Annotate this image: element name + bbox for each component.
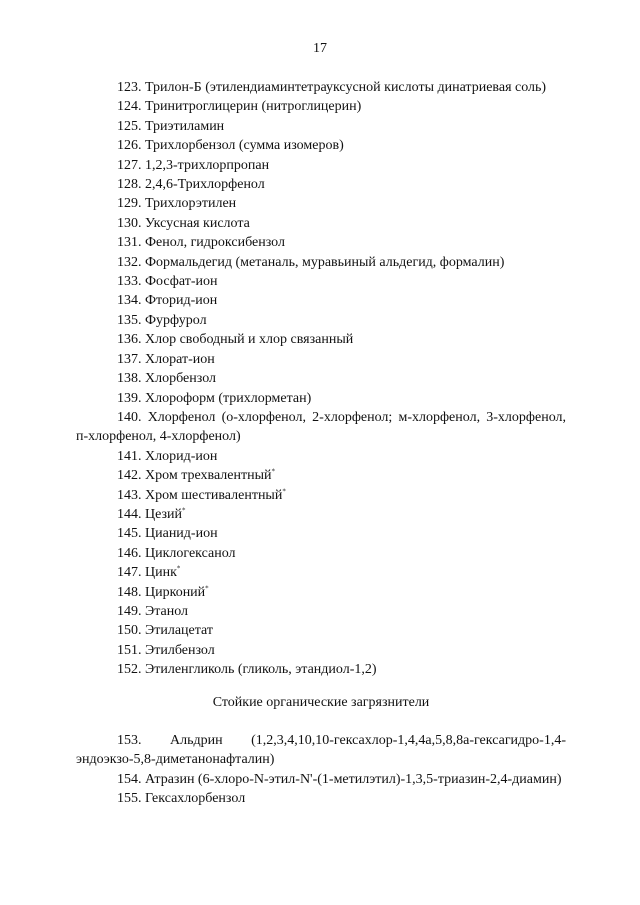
list-item (76, 731, 566, 770)
list-item-text: 145. Цианид-ион (117, 526, 218, 542)
list-item-text: 129. Трихлорэтилен (117, 196, 237, 212)
list-item-text: 142. Хром трехвалентный (117, 468, 272, 484)
footnote-mark: * (282, 486, 286, 495)
page-number: 17 (313, 41, 327, 56)
list-item-text: 138. Хлорбензол (117, 371, 216, 387)
substance-list-part-1 (76, 78, 566, 680)
list-item-text: 141. Хлорид-ион (117, 448, 218, 464)
list-item-text: 155. Гексахлорбензол (117, 791, 246, 807)
list-item (76, 136, 566, 155)
footnote-mark: * (182, 506, 186, 515)
list-item (76, 369, 566, 388)
list-item-text: 125. Триэтиламин (117, 118, 225, 134)
list-item (76, 466, 566, 485)
footnote-mark: * (205, 583, 209, 592)
list-item-text: 132. Формальдегид (метаналь, муравьиный альдегид, формалин) (117, 254, 505, 270)
list-item (76, 660, 566, 679)
list-item (76, 291, 566, 310)
list-item-text: 136. Хлор свободный и хлор связанный (117, 332, 354, 348)
list-item (76, 175, 566, 194)
list-item (76, 602, 566, 621)
list-item (76, 117, 566, 136)
list-item (76, 97, 566, 116)
list-item (76, 505, 566, 524)
list-item (76, 214, 566, 233)
list-item (76, 311, 566, 330)
list-item (76, 272, 566, 291)
list-item (76, 330, 566, 349)
list-item-text: 135. Фурфурол (117, 312, 207, 328)
list-item (76, 770, 566, 789)
list-item (76, 447, 566, 466)
list-item-text: 133. Фосфат-ион (117, 274, 218, 290)
list-item-text: 149. Этанол (117, 603, 189, 619)
list-item (76, 233, 566, 252)
list-item-text: 124. Тринитроглицерин (нитроглицерин) (117, 99, 362, 115)
list-item (76, 389, 566, 408)
list-item-text: 127. 1,2,3-трихлорпропан (117, 157, 270, 173)
list-item-text: 144. Цезий (117, 506, 183, 522)
list-item-text: 140. Хлорфенол (о-хлорфенол, 2-хлорфенол; м-хлорфенол, 3-хлорфенол, п-хлорфенол, 4-хлорфенол) (76, 409, 566, 445)
list-item-text: 130. Уксусная кислота (117, 215, 250, 231)
list-item (76, 544, 566, 563)
list-item (76, 486, 566, 505)
list-item (76, 563, 566, 582)
list-item (76, 350, 566, 369)
list-item (76, 408, 566, 447)
list-item-text: 150. Этилацетат (117, 623, 214, 639)
substance-list-part-2 (76, 731, 566, 809)
list-item (76, 253, 566, 272)
section-heading: Стойкие органические загрязнители (212, 694, 430, 710)
list-item-text: 143. Хром шестивалентный (117, 487, 283, 503)
list-item (76, 789, 566, 808)
list-item (76, 524, 566, 543)
list-item-text: 123. Трилон-Б (этилендиаминтетрауксусной кислоты динатриевая соль) (117, 80, 547, 95)
substance-list (76, 78, 566, 809)
list-item (76, 621, 566, 640)
list-item (76, 583, 566, 602)
list-item-text: 151. Этилбензол (117, 642, 215, 658)
list-item-text: 128. 2,4,6-Трихлорфенол (117, 177, 265, 193)
footnote-mark: * (271, 467, 275, 476)
list-item (76, 194, 566, 213)
list-item-text: 139. Хлороформ (трихлорметан) (117, 390, 312, 406)
list-item-text: 131. Фенол, гидроксибензол (117, 235, 285, 251)
list-item (76, 641, 566, 660)
list-item (76, 78, 566, 97)
list-item-text: 146. Циклогексанол (117, 545, 236, 561)
list-item-text: 154. Атразин (6-хлоро-N-этил-N'-(1-метилэтил)-1,3,5-триазин-2,4-диамин) (117, 771, 562, 787)
footnote-mark: * (176, 564, 181, 573)
list-item-text: 126. Трихлорбензол (сумма изомеров) (117, 138, 344, 154)
list-item (76, 156, 566, 175)
list-item-text: 147. Цинк (117, 565, 177, 581)
list-item-text: 152. Этиленгликоль (гликоль, этандиол-1,2) (117, 662, 377, 678)
list-item-text: 137. Хлорат-ион (117, 351, 215, 367)
list-item-text: 153. Альдрин (1,2,3,4,10,10-гексахлор-1,4,4а,5,8,8а-гексагидро-1,4-эндоэкзо-5,8-диметанонафталин) (76, 733, 566, 768)
list-item-text: 134. Фторид-ион (117, 293, 218, 309)
list-item-text: 148. Цирконий (117, 584, 206, 600)
